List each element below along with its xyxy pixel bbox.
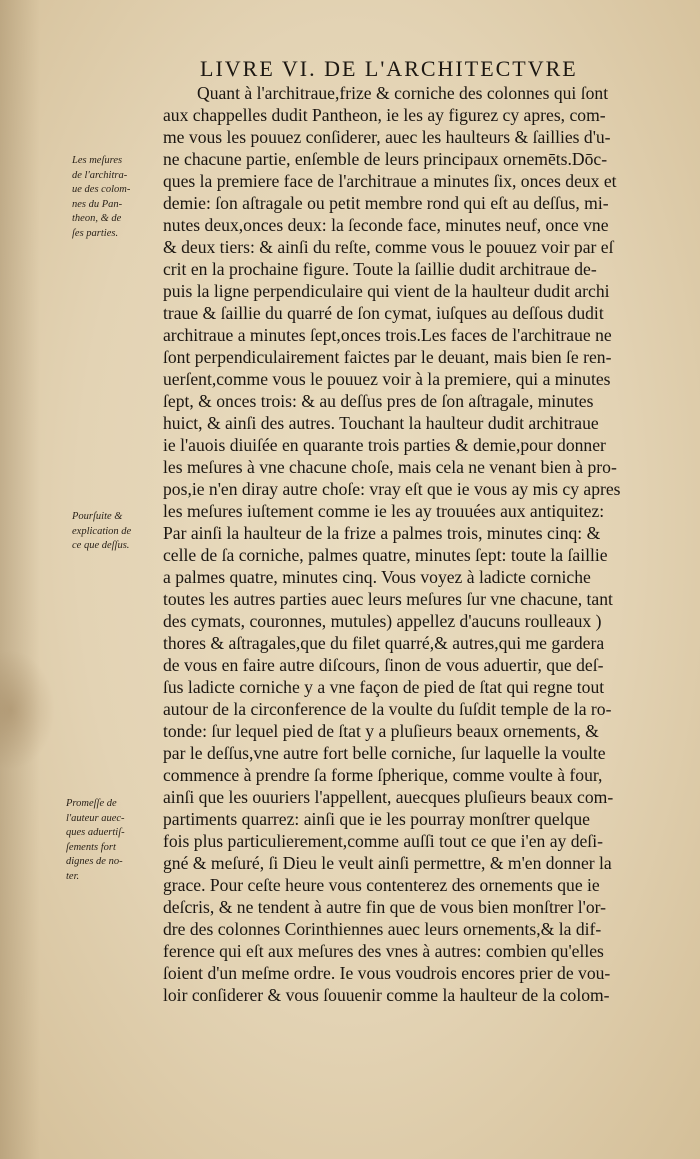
margin-note-line: explication de [72,525,132,537]
body-line: Quant à l'architraue,frize & corniche des colonnes qui ſont [197,83,609,103]
body-line: ne chacune partie, enſemble de leurs principaux ornemēts.Dōc- [163,149,608,169]
margin-note-1 [72,154,170,241]
margin-note-line: Pourſuite & [72,511,123,522]
body-line: partiments quarrez: ainſi que ie les pourray monſtrer quelque [163,809,590,829]
body-line: Par ainſi la haulteur de la frize a palmes trois, minutes cinq: & [163,523,601,543]
body-line: toutes les autres parties auec leurs meſures ſur vne chacune, tant [163,589,613,609]
body-line: aux chappelles dudit Pantheon, ie les ay figurez cy apres, com- [163,105,606,125]
body-line: ſept, & onces trois: & au deſſus pres de ſon aſtragale, minutes [163,391,594,411]
body-line: deſcris, & ne tendent à autre fin que de vous bien monſtrer l'or- [163,897,607,917]
body-line: autour de la circonference de la voulte du ſuſdit temple de la ro- [163,699,612,719]
margin-note-line: ſements fort [66,841,116,853]
body-line: ſont perpendiculairement faictes par le deuant, mais bien ſe ren- [163,347,612,367]
body-line: commence à prendre ſa forme ſpherique, comme voulte à four, [163,765,603,785]
margin-note-line: ques aduertiſ- [66,827,125,838]
body-line: ſoient d'un meſme ordre. Ie vous voudrois encores prier de vou- [163,963,611,983]
body-line: a palmes quatre, minutes cinq. Vous voyez à ladicte corniche [163,567,591,587]
body-line: gné & meſuré, ſi Dieu le veult ainſi permettre, & m'en donner la [163,853,612,873]
body-line: demie: ſon aſtragale ou petit membre rond qui eſt au deſſus, mi- [163,193,609,213]
body-line: uerſent,comme vous le pouuez voir à la premiere, qui a minutes [163,369,611,389]
body-line: les meſures à vne chacune choſe, mais cela ne venant bien à pro- [163,457,617,477]
body-line: crit en la prochaine figure. Toute la ſaillie dudit architraue de- [163,259,597,279]
body-line: fois plus particulierement,comme auſſi tout ce que i'en ay deſi- [163,831,603,851]
body-line: pos,ie n'en diray autre choſe: vray eſt que ie vous ay mis cy apres [163,479,621,499]
margin-note-line: Les meſures [72,155,123,166]
running-head: LIVRE VI. DE L'ARCHITECTVRE [200,56,578,81]
body-line: ques la premiere face de l'architraue a minutes ſix, onces deux et [163,171,617,191]
body-line: par le deſſus,vne autre fort belle corniche, ſur laquelle la voulte [163,743,606,763]
body-line: les meſures iuſtement comme ie les ay trouuées aux antiquitez: [163,501,605,521]
body-line: celle de ſa corniche, palmes quatre, minutes ſept: toute la ſaillie [163,545,608,565]
body-line: loir conſiderer & vous ſouuenir comme la haulteur de la colom- [163,985,610,1005]
body-line: tonde: ſur lequel pied de ſtat y a pluſieurs beaux ornements, & [163,721,599,741]
body-line: puis la ligne perpendiculaire qui vient de la haulteur dudit archi [163,281,610,301]
margin-note-line: Promeſſe de [66,798,117,809]
margin-note-line: ce que deſſus. [72,540,130,551]
body-line: ſus ladicte corniche y a vne façon de pied de ſtat qui regne tout [163,677,605,697]
body-line: ie l'auois diuiſée en quarante trois parties & demie,pour donner [163,435,606,455]
body-line: & deux tiers: & ainſi du reſte, comme vous le pouuez voir par eſ [163,237,614,257]
body-line: huict, & ainſi des autres. Touchant la haulteur dudit architraue [163,413,599,433]
margin-note-line: ue des colom- [72,184,131,195]
body-line: ference qui eſt aux meſures des vnes à autres: combien qu'elles [163,941,604,961]
margin-note-line: ſes parties. [72,227,119,239]
body-line: me vous les pouuez conſiderer, auec les haulteurs & ſaillies d'u- [163,127,611,147]
margin-note-line: theon, & de [72,213,122,224]
margin-note-line: ter. [66,870,80,882]
margin-note-line: nes du Pan- [72,198,123,210]
margin-note-3 [66,797,164,884]
body-line: ainſi que les ouuriers l'appellent, auecques pluſieurs beaux com- [163,787,614,807]
body-line: thores & aſtragales,que du filet quarré,& autres,qui me gardera [163,633,605,653]
margin-note-line: de l'architra- [72,169,128,181]
body-line: grace. Pour ceſte heure vous contenterez des ornements que ie [163,875,600,895]
body-text [0,82,700,1142]
body-line: architraue a minutes ſept,onces trois.Les faces de l'architraue ne [163,325,612,345]
body-line: de vous en faire autre diſcours, ſinon de vous aduertir, que deſ- [163,655,604,675]
body-line: nutes deux,onces deux: la ſeconde face, minutes neuf, once vne [163,215,609,235]
body-line: dre des colonnes Corinthiennes auec leurs ornements,& la dif- [163,919,602,939]
body-line: traue & ſaillie du quarré de ſon cymat, iuſques au deſſous dudit [163,303,604,323]
body-line: des cymats, couronnes, mutules) appellez d'aucuns roulleaux ) [163,611,602,631]
margin-note-line: l'auteur auec- [66,812,125,824]
margin-note-2 [72,510,170,554]
margin-note-line: dignes de no- [66,856,123,867]
